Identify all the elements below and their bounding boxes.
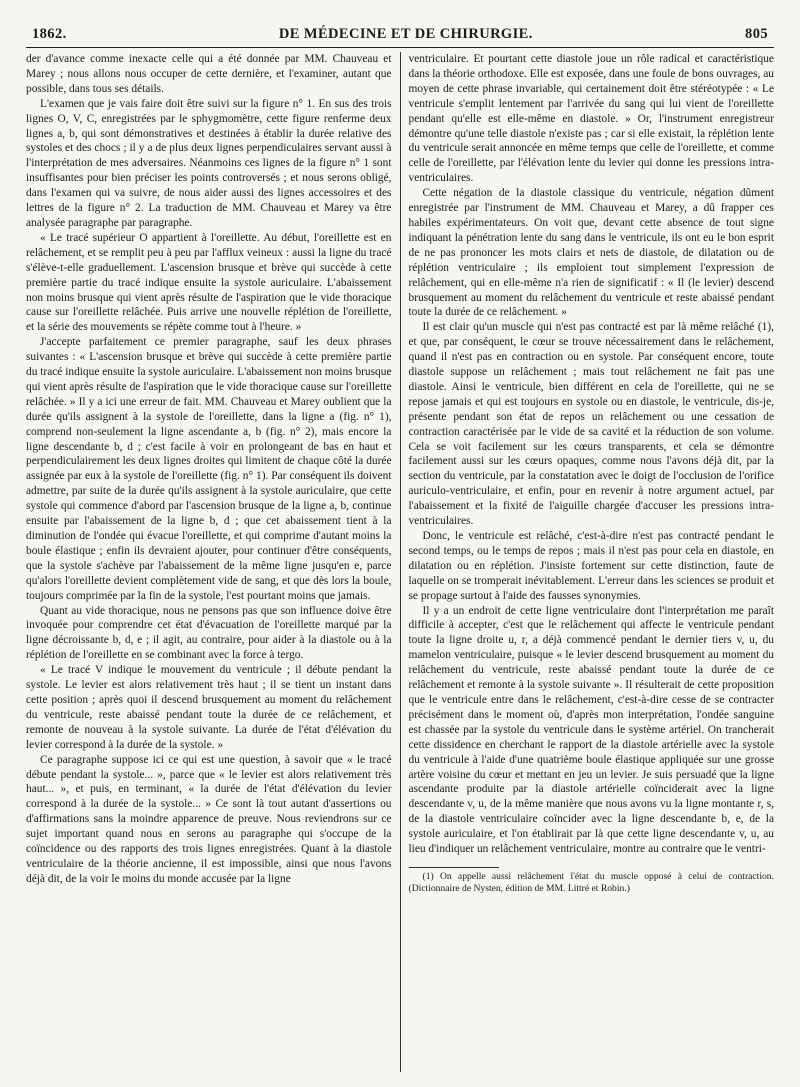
paragraph: Il y a un endroit de cette ligne ventriculaire dont l'interprétation me paraît difficile à accepter, c'est que le relâchement qui affecte le ventricule pendant toute la ligne droite u, r, a déjà commencé pendant le dernier tiers v, u, du mamelon ventriculaire, puisque « le levier descend brusquement au moment du relâchement du ventricule, reste abaissé pendant toute la durée de ce relâchement et remonte à la systole suivante ». Il résulterait de cette proposition que le ventricule entre dans le relâchement, c'est-à-dire cesse de se contracter précisément dans le moment où, d'après mon interprétation, l'ondée sanguine est chassée par la systole du ventricule dans le système artériel. On trancherait cette dissidence en cherchant le rapport de la diastole artérielle avec la systole du ventricule à l'aide d'une quatrième boule élastique appliquée sur une grosse artère voisine du cœur et mettant en jeu un levier. Je suis persuadé que la ligne ascendante produite par la diastole artérielle coïnciderait avec la ligne descendante v, u, de la même manière que nous avons vu la ligne montante r, s, de la diastole ventriculaire coïncider avec la ligne descendante b, e, de la systole auriculaire, et l'on établirait par là que cette ligne descendante v, u, au lieu d'indiquer un relâchement ventriculaire, montre au contraire que le ventri- (408, 604, 774, 856)
header-year: 1862. (32, 26, 67, 42)
paragraph: Il est clair qu'un muscle qui n'est pas contracté est par là même relâché (1), et que, par conséquent, le cœur se trouve nécessairement dans le relâchement, quand il n'est pas en contraction ou en systole. Par conséquent encore, toute diastole suppose un relâchement ; mais tout relâchement ne fait pas une diastole. Ainsi le ventricule, bien différent en cela de l'oreillette, qui ne se repose jamais et qui est toujours en systole ou en diastole, le ventricule, dis-je, présente pendant son état de repos un relâchement ou une cessation de contraction caractérisée par le vide de sa cavité et la réduction de son volume. Cela se voit facilement sur les cœurs transparents, et cela se démontre facilement aussi sur les cœurs opaques, comme nous l'avons déjà dit, par la section du ventricule, par la constatation avec le doigt de l'occlusion de l'orifice auriculo-ventriculaire, et enfin, pour en revenir à notre argument actuel, par l'abaissement et la fixité de l'aiguille chargée d'accuser les pressions intra-ventriculaires. (408, 321, 774, 528)
running-header (26, 26, 774, 48)
paragraph: der d'avance comme inexacte celle qui a été donnée par MM. Chauveau et Marey ; nous allons nous occuper de cette dernière, et l'examiner, autant que possible, dans tous ses détails. (26, 53, 392, 95)
paragraph: Quant au vide thoracique, nous ne pensons pas que son influence doive être invoquée pour comprendre cet état d'évacuation de l'oreillette marqué par la ligne décroissante b, d, e ; il agit, au contraire, pour aider à la diastole ou à la réplétion de l'oreillette en se combinant avec la force à tergo. (26, 604, 392, 662)
footnote-divider (409, 867, 499, 868)
paragraph: « Le tracé supérieur O appartient à l'oreillette. Au début, l'oreillette est en relâchement, et se remplit peu à peu par l'afflux veineux : aussi la ligne du tracé s'élève-t-elle graduellement. L'ascension brusque et brève qui succède à cette première partie du tracé indique ensuite la systole auriculaire. L'abaissement non moins brusque qui vient après résulte de l'aspiration que le vide thoracique cause sur l'oreillette relâchée. Puis arrive une nouvelle réplétion de l'oreillette, et la série des mouvements se répète comme tout à l'heure. » (26, 231, 392, 334)
paragraph: L'examen que je vais faire doit être suivi sur la figure n° 1. En sus des trois lignes O, V, C, enregistrées par le sphygmomètre, cette figure renferme deux lignes a, b, qui sont démonstratives et destinées à établir la durée relative des systoles et des chocs ; il y a de plus deux lignes perpendiculaires servant aussi à l'interprétation de mes adversaires. Néanmoins ces lignes de la figure n° 1 sont insuffisantes pour bien préciser les points controversés ; et nous serons obligé, dans l'examen qui va suivre, de nous aider aussi des lignes accessoires et des lettres de la figure n° 2. La traduction de MM. Chauveau et Marey va être analysée paragraphe par paragraphe. (26, 97, 392, 229)
paragraph: « Le tracé V indique le mouvement du ventricule ; il débute pendant la systole. Le levier est alors relativement très haut ; il se tient un instant dans cette position ; après quoi il descend brusquement au moment du relâchement du ventricule, reste abaissé pendant toute la durée de ce relâchement, et remonte de nouveau à la systole suivante. La durée de l'état d'élévation du levier correspond à la durée de la systole. » (26, 664, 392, 751)
right-column (400, 52, 775, 1072)
footnote: (1) On appelle aussi relâchement l'état du muscle opposé à celui de contraction. (Dictionnaire de Nysten, édition de MM. Littré et Robin.) (408, 870, 774, 894)
header-title: DE MÉDECINE ET DE CHIRURGIE. (278, 26, 533, 42)
text-columns (26, 52, 774, 1072)
header-page-number: 805 (745, 26, 768, 42)
paragraph: Ce paragraphe suppose ici ce qui est une question, à savoir que « le tracé débute pendant la systole... », parce que « le levier est alors relativement très haut... », et puis, en terminant, « la durée de l'état d'élévation du levier correspond à la durée de la systole... » Ce sont là tout autant d'assertions ou d'affirmations sans la moindre apparence de preuve. Nous reviendrons sur ce sujet important quand nous en serons au paragraphe qui s'occupe de la coïncidence ou des rapports des trois lignes enregistrées. Quant à la diastole ventriculaire de la théorie ancienne, il est impossible, ainsi que nous l'avons déjà dit, de la voir le moins du monde accusée par la ligne (26, 753, 392, 885)
paragraph: ventriculaire. Et pourtant cette diastole joue un rôle radical et caractéristique dans la théorie orthodoxe. Elle est exposée, dans une foule de bons ouvrages, au moyen de cette phrase invariable, qui certainement doit être stéréotypée : « Le ventricule s'emplit lentement par l'arrivée du sang qui lui vient de l'oreillette pendant qu'elle est elle-même en diastole. » Or, l'instrument enregistreur démontre qu'une telle diastole n'existe pas ; car si elle existait, la réplétion lente du ventricule serait annoncée en même temps que celle de l'oreillette, et comme celle de l'oreillette, par l'élévation lente du levier qui donne les pressions intra-ventriculaires. (408, 53, 774, 185)
paragraph: Donc, le ventricule est relâché, c'est-à-dire n'est pas contracté pendant le second temps, ou le temps de repos ; mais il n'est pas pour cela en diastole, en dilatation ou en réplétion. J'insiste fortement sur cette distinction, faute de laquelle on se tromperait inévitablement. L'erreur dans les sciences se produit et se propage surtout à l'aide des fausses synonymies. (408, 530, 774, 602)
paragraph: J'accepte parfaitement ce premier paragraphe, sauf les deux phrases suivantes : « L'ascension brusque et brève qui succède à cette première partie du tracé indique ensuite la systole auriculaire. L'abaissement non moins brusque qui vient après résulte de l'aspiration que le vide thoracique cause sur l'oreillette relâchée. » Il y a ici une erreur de fait. MM. Chauveau et Marey oublient que la durée qu'ils assignent à la systole de l'oreillette, dans la ligne a (fig. n° 1), comprend non-seulement la ligne ascendante a, b (fig. n° 2), mais encore la ligne descendante b, d ; c'est facile à voir en prolongeant de bas en haut et perpendiculairement les deux lignes droites qui limitent de chaque côté la durée assignée par eux à la systole de l'oreillette (fig. n° 1). Par conséquent ils doivent admettre, par suite de la durée qu'ils assignent à la systole auriculaire, que cette systole qui commence d'abord par l'ascension brusque de la ligne a, b, continue ensuite par l'abaissement de la ligne b, d ; que cet abaissement tient à la diminution de l'ondée qui évacue l'oreillette, et qui comprime d'autant moins la boule élastique ; enfin ils devraient ajouter, pour continuer d'être conséquents, que la systole s'achève par l'abaissement de la même ligne jusqu'en e, parce qu'alors l'oreillette devient complètement vide de sang, et que dès lors la boule, toujours comprimée par la fin de la systole, l'est pourtant moins que jamais. (26, 336, 392, 602)
left-column (26, 52, 400, 1072)
paragraph: Cette négation de la diastole classique du ventricule, négation dûment enregistrée par l'instrument de MM. Chauveau et Marey, a dû frapper ces habiles expérimentateurs. On voit que, devant cette absence de tout signe indiquant la pénétration lente du sang dans le ventricule, ils ont eu le bon esprit de ne pas prononcer les mots clairs et nets de diastole, de dilatation ou de réplétion ventriculaire ; ils emploient tout simplement l'expression de relâchement, qui en elle-même n'a rien de significatif : « Il (le levier) descend brusquement au moment du relâchement du ventricule et reste abaissé pendant toute la durée de ce relâchement. » (408, 187, 774, 319)
